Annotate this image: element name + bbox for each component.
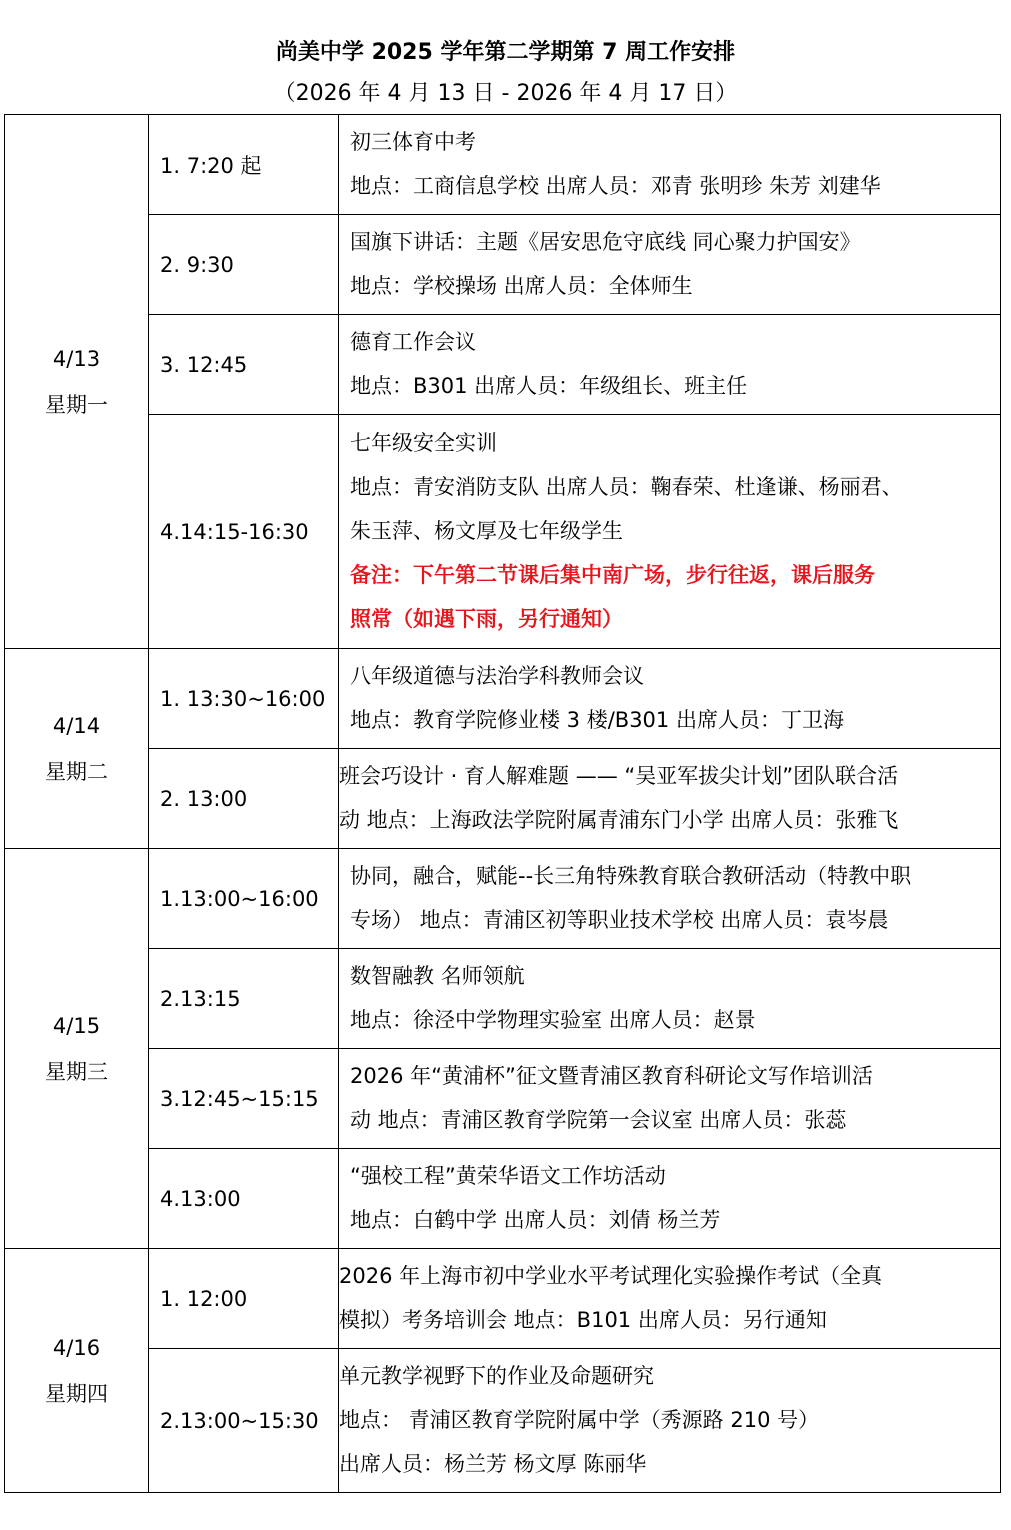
event-title: 2026 年上海市初中学业水平考试理化实验操作考试（全真 — [339, 1264, 883, 1288]
table-row — [5, 949, 1001, 1049]
event-cell — [339, 1049, 1001, 1149]
time-cell: 2. 9:30 — [149, 215, 339, 315]
event-cell — [339, 749, 1001, 849]
time-cell: 1. 13:30~16:00 — [149, 649, 339, 749]
event-cell — [339, 849, 1001, 949]
event-title: 2026 年“黄浦杯”征文暨青浦区教育科研论文写作培训活 — [350, 1064, 873, 1088]
event-details: 地点：B301 出席人员：年级组长、班主任 — [350, 374, 748, 398]
day-cell — [5, 849, 149, 1249]
table-row — [5, 649, 1001, 749]
table-row — [5, 749, 1001, 849]
time-cell: 2. 13:00 — [149, 749, 339, 849]
table-row — [5, 1249, 1001, 1349]
table-row — [5, 1049, 1001, 1149]
event-title: 初三体育中考 — [350, 130, 476, 154]
day-date: 4/14 — [52, 713, 101, 738]
event-details: 出席人员：杨兰芳 杨文厚 陈丽华 — [339, 1452, 647, 1476]
day-date: 4/13 — [52, 346, 101, 371]
event-title: 八年级道德与法治学科教师会议 — [350, 664, 644, 688]
event-title: 班会巧设计 · 育人解难题 —— “吴亚军拔尖计划”团队联合活 — [339, 764, 899, 788]
event-title: 七年级安全实训 — [350, 431, 497, 455]
table-row — [5, 415, 1001, 649]
time-cell: 2.13:00~15:30 — [149, 1349, 339, 1493]
event-cell — [339, 949, 1001, 1049]
time-cell: 1. 7:20 起 — [149, 115, 339, 215]
event-cell — [339, 115, 1001, 215]
event-title: 德育工作会议 — [350, 330, 476, 354]
event-note: 备注：下午第二节课后集中南广场，步行往返，课后服务 — [350, 563, 875, 587]
table-row — [5, 315, 1001, 415]
day-weekday: 星期二 — [45, 759, 108, 784]
event-cell — [339, 649, 1001, 749]
time-cell: 2.13:15 — [149, 949, 339, 1049]
event-title: 单元教学视野下的作业及命题研究 — [339, 1364, 654, 1388]
time-cell: 1. 12:00 — [149, 1249, 339, 1349]
time-cell: 4.13:00 — [149, 1149, 339, 1249]
event-details: 地点：学校操场 出席人员：全体师生 — [350, 274, 693, 298]
day-weekday: 星期四 — [45, 1381, 108, 1406]
day-cell — [5, 649, 149, 849]
event-details: 动 地点：青浦区教育学院第一会议室 出席人员：张蕊 — [350, 1108, 847, 1132]
event-cell — [339, 215, 1001, 315]
event-title: “强校工程”黄荣华语文工作坊活动 — [350, 1164, 666, 1188]
day-date: 4/15 — [52, 1013, 101, 1038]
event-details: 模拟）考务培训会 地点：B101 出席人员：另行通知 — [339, 1308, 827, 1332]
table-row — [5, 215, 1001, 315]
event-title: 协同，融合，赋能--长三角特殊教育联合教研活动（特教中职 — [350, 864, 912, 888]
day-cell — [5, 1249, 149, 1493]
time-cell: 4.14:15-16:30 — [149, 415, 339, 649]
day-date: 4/16 — [52, 1335, 101, 1360]
date-range: （2026 年 4 月 13 日 - 2026 年 4 月 17 日） — [273, 81, 738, 106]
event-details: 专场） 地点：青浦区初等职业技术学校 出席人员：袁岑晨 — [350, 908, 889, 932]
schedule-table — [4, 114, 1001, 1493]
event-cell — [339, 1349, 1001, 1493]
time-cell: 3.12:45~15:15 — [149, 1049, 339, 1149]
table-row — [5, 115, 1001, 215]
time-cell: 1.13:00~16:00 — [149, 849, 339, 949]
day-weekday: 星期一 — [45, 392, 108, 417]
event-cell — [339, 1249, 1001, 1349]
event-details: 地点：徐泾中学物理实验室 出席人员：赵景 — [350, 1008, 756, 1032]
event-cell — [339, 315, 1001, 415]
day-cell — [5, 115, 149, 649]
event-note: 照常（如遇下雨，另行通知） — [350, 607, 623, 631]
time-cell: 3. 12:45 — [149, 315, 339, 415]
event-details: 地点：青安消防支队 出席人员：鞠春荣、杜逢谦、杨丽君、 — [350, 475, 903, 499]
table-row — [5, 1349, 1001, 1493]
event-cell — [339, 415, 1001, 649]
event-cell — [339, 1149, 1001, 1249]
event-details: 地点：工商信息学校 出席人员：邓青 张明珍 朱芳 刘建华 — [350, 174, 881, 198]
event-details: 地点：教育学院修业楼 3 楼/B301 出席人员：丁卫海 — [350, 708, 844, 732]
event-details: 地点：白鹤中学 出席人员：刘倩 杨兰芳 — [350, 1208, 721, 1232]
table-row — [5, 1149, 1001, 1249]
event-details: 朱玉萍、杨文厚及七年级学生 — [350, 519, 623, 543]
page-title: 尚美中学 2025 学年第二学期第 7 周工作安排 — [275, 40, 736, 65]
day-weekday: 星期三 — [45, 1059, 108, 1084]
event-details: 动 地点：上海政法学院附属青浦东门小学 出席人员：张雅飞 — [339, 808, 899, 832]
table-row — [5, 849, 1001, 949]
event-title: 国旗下讲话：主题《居安思危守底线 同心聚力护国安》 — [350, 230, 861, 254]
event-details: 地点： 青浦区教育学院附属中学（秀源路 210 号） — [339, 1408, 820, 1432]
event-title: 数智融教 名师领航 — [350, 964, 525, 988]
